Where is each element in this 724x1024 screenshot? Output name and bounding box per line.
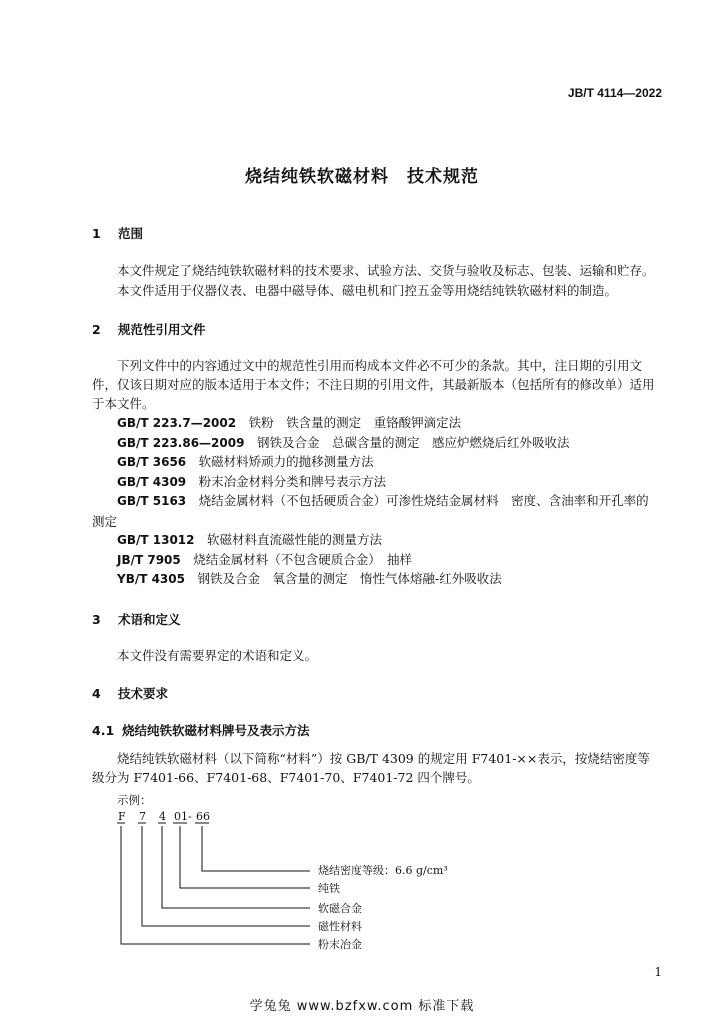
subsection-number: 4.1 <box>92 723 115 738</box>
designation-char-dash: - <box>188 810 192 823</box>
reference-code: JB/T 7905 <box>117 553 181 567</box>
designation-char-f: F <box>118 810 126 823</box>
section-number: 1 <box>92 226 101 241</box>
watermark-footer: 学兔兔 www.bzfxw.com 标准下载 <box>249 999 475 1014</box>
subsection-4-1-heading <box>92 721 310 739</box>
reference-code: YB/T 4305 <box>117 572 185 586</box>
grade-designation-diagram <box>110 806 450 956</box>
section-2-heading <box>92 320 206 338</box>
reference-item <box>117 551 661 569</box>
reference-title: 粉末冶金材料分类和牌号表示方法 <box>198 474 387 489</box>
reference-code: GB/T 4309 <box>117 475 187 489</box>
section-2-intro: 下列文件中的内容通过文中的规范性引用而构成本文件必不可少的条款。其中，注日期的引用文件，仅该日期对应的版本适用于本文件；不注日期的引用文件，其最新版本（包括所有的修改单）适用于本文件。 <box>92 358 655 411</box>
designation-char-7: 7 <box>139 810 146 823</box>
reference-title: 铁粉 铁含量的测定 重铬酸钾滴定法 <box>248 415 462 430</box>
section-title: 规范性引用文件 <box>118 322 206 337</box>
reference-title: 软磁材料直流磁性能的测量方法 <box>207 532 383 547</box>
section-3-heading <box>92 610 181 628</box>
section-3-paragraph: 本文件没有需要界定的术语和定义。 <box>117 648 318 663</box>
section-number: 3 <box>92 612 101 627</box>
reference-title: 软磁材料矫顽力的抛移测量方法 <box>198 454 374 469</box>
reference-continuation: 测定 <box>92 514 118 529</box>
reference-title: 钢铁及合金 氧含量的测定 惰性气体熔融-红外吸收法 <box>197 571 502 586</box>
standard-code: JB/T 4114—2022 <box>567 86 662 100</box>
designation-char-01: 01 <box>174 810 188 823</box>
reference-code: GB/T 223.7—2002 <box>117 416 237 430</box>
label-soft-magnetic-alloy: 软磁合金 <box>318 902 362 915</box>
reference-code: GB/T 223.86—2009 <box>117 436 245 450</box>
section-number: 2 <box>92 322 101 337</box>
section-number: 4 <box>92 686 101 701</box>
reference-item <box>117 492 661 510</box>
reference-item <box>117 453 661 471</box>
subsection-title: 烧结纯铁软磁材料牌号及表示方法 <box>122 723 310 738</box>
subsection-4-1-paragraph: 烧结纯铁软磁材料（以下简称“材料”）按 GB/T 4309 的规定用 F7401-××表示，按烧结密度等级分为 F7401-66、F7401-68、F7401-70、F7401-72 四个牌号。 <box>92 751 650 785</box>
section-title: 技术要求 <box>118 686 169 701</box>
reference-title: 烧结金属材料（不包含硬质合金） 抽样 <box>193 552 413 567</box>
label-pure-iron: 纯铁 <box>318 882 340 895</box>
reference-item <box>117 414 661 432</box>
label-powder-metallurgy: 粉末冶金 <box>318 938 362 951</box>
page-number: 1 <box>654 965 662 979</box>
reference-title: 烧结金属材料（不包括硬质合金）可渗性烧结金属材料 密度、含油率和开孔率的 <box>198 493 649 508</box>
section-title: 范围 <box>118 226 144 241</box>
section-1-paragraph-2: 本文件适用于仪器仪表、电器中磁导体、磁电机和门控五金等用烧结纯铁软磁材料的制造。 <box>117 283 618 298</box>
reference-code: GB/T 13012 <box>117 533 195 547</box>
reference-code: GB/T 3656 <box>117 455 187 469</box>
reference-item <box>117 473 661 491</box>
reference-title: 钢铁及合金 总碳含量的测定 感应炉燃烧后红外吸收法 <box>256 435 570 450</box>
section-4-heading <box>92 684 168 702</box>
section-1-heading <box>92 224 143 242</box>
reference-item <box>117 531 661 549</box>
reference-item <box>117 570 661 588</box>
label-sintered-density: 烧结密度等级：6.6 g/cm³ <box>318 864 448 877</box>
label-magnetic-material: 磁性材料 <box>318 920 362 933</box>
reference-code: GB/T 5163 <box>117 494 187 508</box>
example-label: 示例： <box>117 793 152 807</box>
document-title: 烧结纯铁软磁材料 技术规范 <box>245 167 479 187</box>
section-title: 术语和定义 <box>118 612 181 627</box>
reference-item <box>117 434 661 452</box>
designation-char-66: 66 <box>196 810 210 823</box>
section-1-paragraph-1: 本文件规定了烧结纯铁软磁材料的技术要求、试验方法、交货与验收及标志、包装、运输和贮存。 <box>117 263 655 278</box>
designation-char-4: 4 <box>159 810 166 823</box>
